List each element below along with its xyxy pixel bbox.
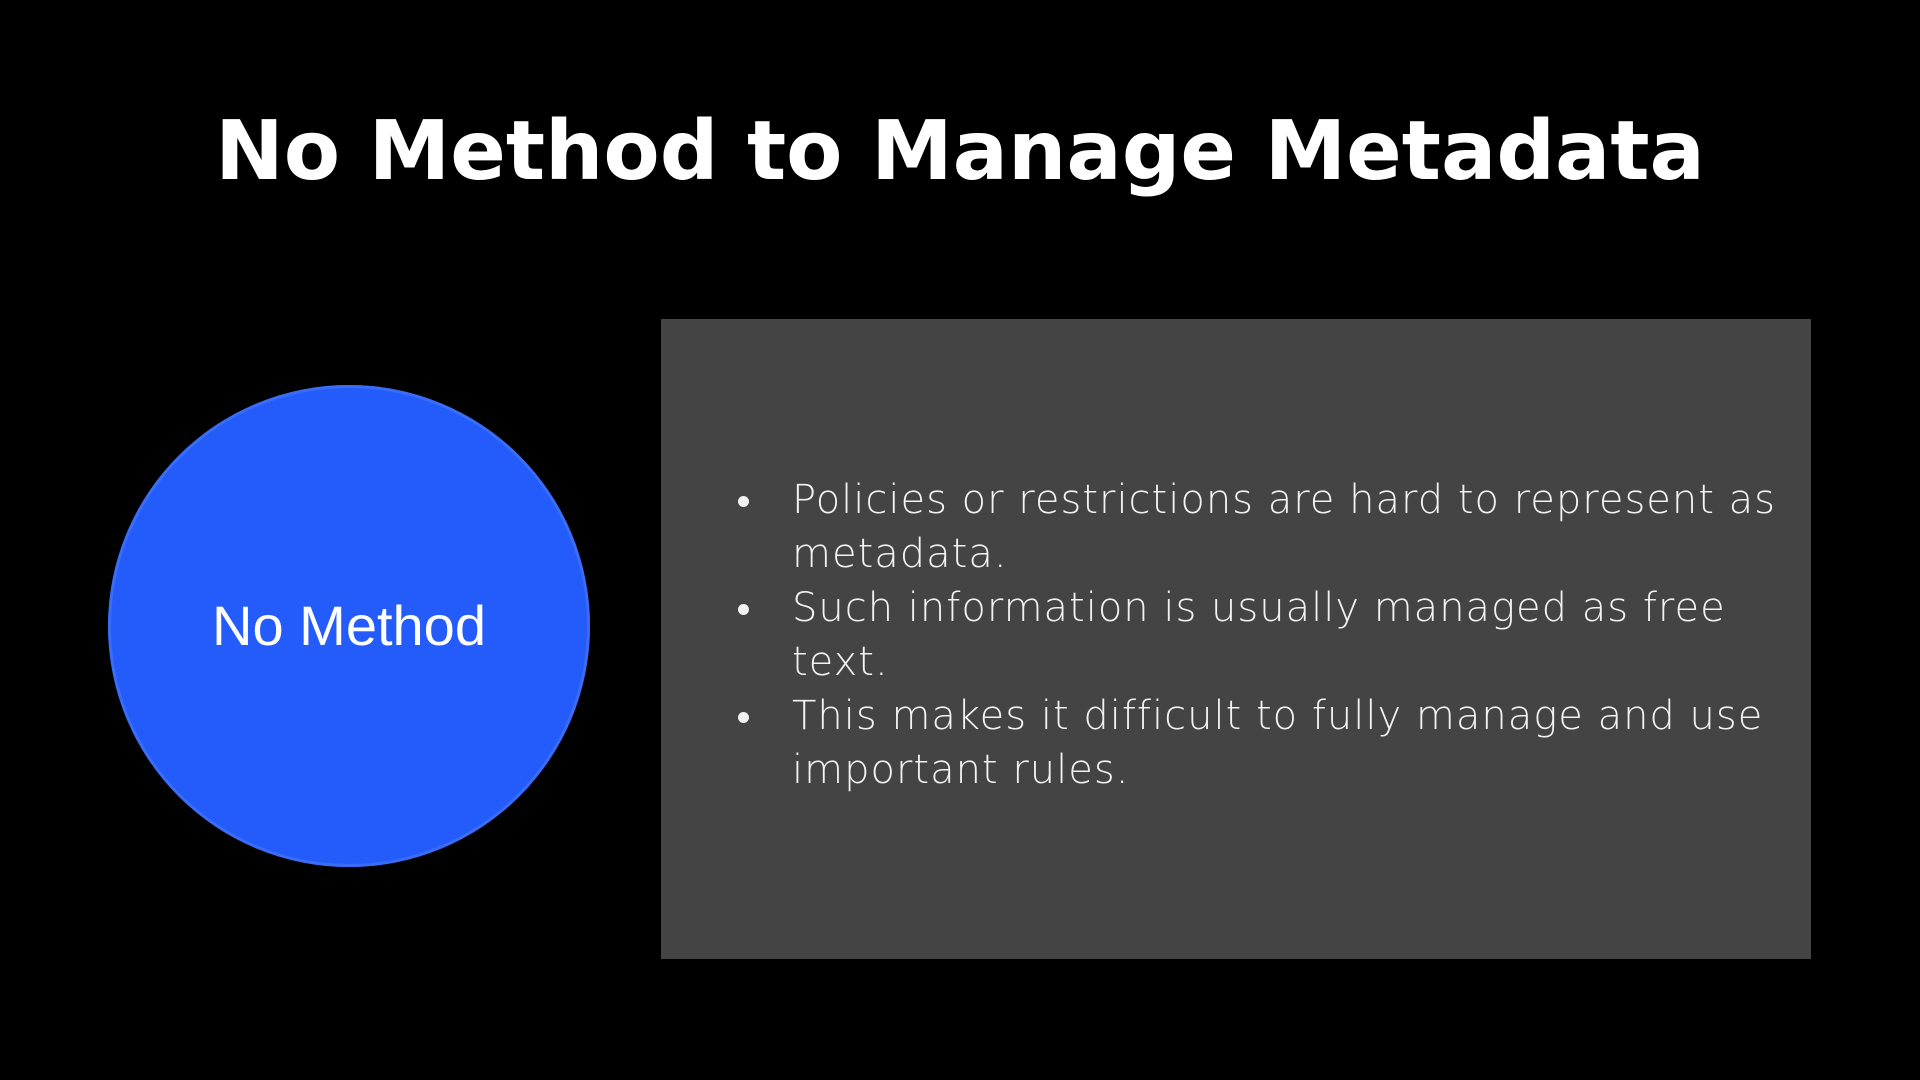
bullet-item <box>730 473 1790 581</box>
no-method-circle <box>108 385 590 867</box>
circle-label: No Method <box>212 594 486 657</box>
bullet-text: Such information is usually managed as free text. <box>792 585 1726 685</box>
bullet-dot-icon <box>738 712 749 723</box>
slide-title: No Method to Manage Metadata <box>215 104 1705 199</box>
bullet-list <box>730 473 1790 797</box>
bullet-text: This makes it difficult to fully manage and use important rules. <box>792 693 1764 793</box>
bullet-dot-icon <box>738 604 749 615</box>
bullet-dot-icon <box>738 496 749 507</box>
bullet-text: Policies or restrictions are hard to represent as metadata. <box>792 477 1776 577</box>
bullet-item <box>730 689 1790 797</box>
bullet-item <box>730 581 1790 689</box>
